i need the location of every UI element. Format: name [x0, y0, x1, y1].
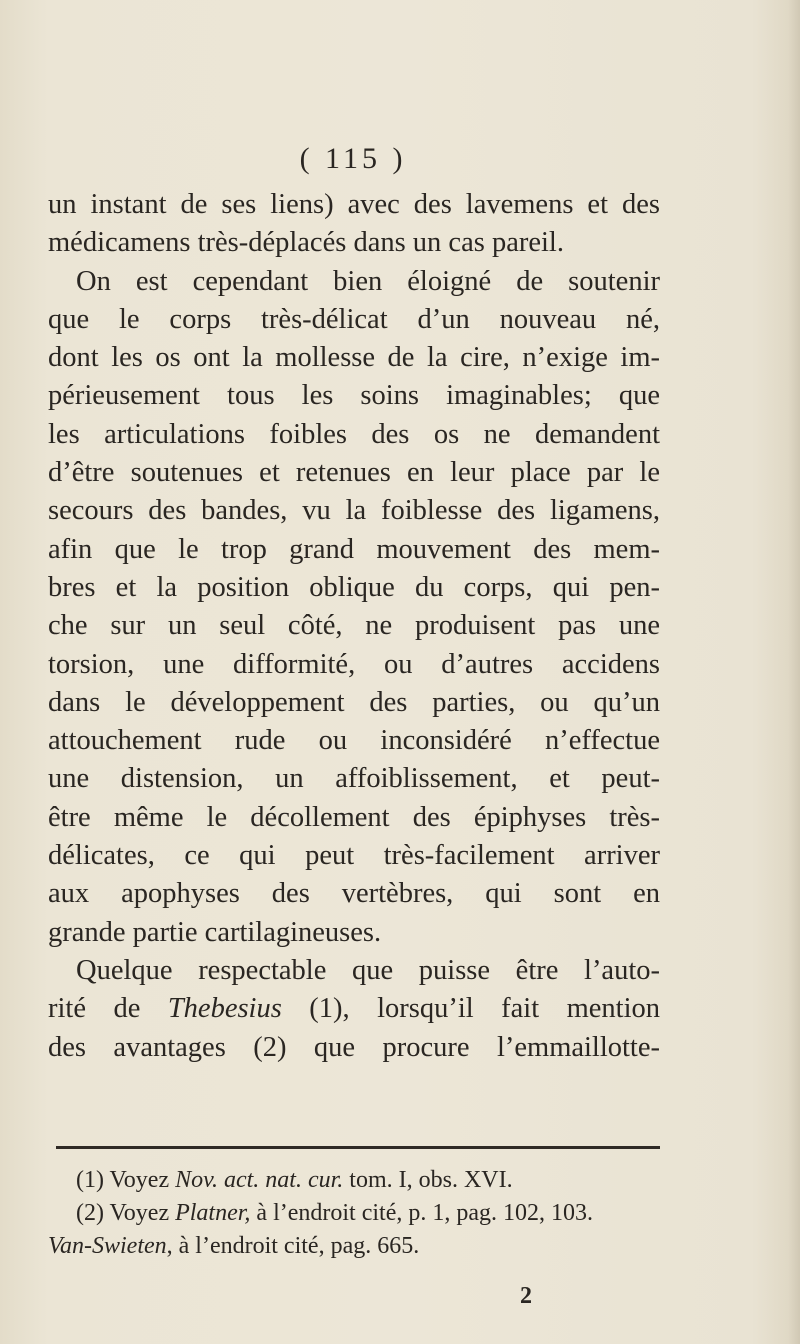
text-line: secours des bandes, vu la foiblesse des ligamens,	[48, 495, 660, 527]
text-fragment: (1), lorsqu’il fait mention	[309, 993, 660, 1025]
footnote-rule	[56, 1146, 660, 1149]
text-line: des avantages (2) que procure l’emmaillotte-	[48, 1031, 660, 1063]
author-name-thebesius: Thebesius	[167, 993, 282, 1025]
page-edge-shadow	[788, 0, 800, 1344]
footnote-author: Platner,	[175, 1200, 251, 1226]
text-line: médicamens très-déplacés dans un cas pareil.	[48, 227, 564, 259]
footnote-mark: (2) Voyez	[76, 1200, 170, 1226]
text-line: être même le décollement des épiphyses très-	[48, 801, 660, 833]
text-line: que le corps très-délicat d’un nouveau né,	[48, 303, 660, 335]
text-line: che sur un seul côté, ne produisent pas une	[48, 610, 660, 642]
footnote-3	[48, 1230, 668, 1263]
text-line: d’être soutenues et retenues en leur place par le	[48, 457, 660, 489]
text-line: aux apophyses des vertèbres, qui sont en	[48, 878, 660, 910]
signature-mark: 2	[520, 1283, 532, 1309]
footnote-text: , à l’endroit cité, pag. 665.	[166, 1233, 420, 1259]
text-line: une distension, un affoiblissement, et peut-	[48, 763, 660, 795]
text-line: afin que le trop grand mouvement des mem-	[48, 533, 660, 565]
text-line-with-author	[48, 990, 660, 1028]
paragraph-start-line: Quelque respectable que puisse être l’auto-	[76, 954, 660, 986]
footnotes	[48, 1164, 668, 1263]
main-text	[48, 186, 660, 1067]
page-number: ( 115 )	[299, 142, 407, 175]
text-line: dont les os ont la mollesse de la cire, n’exige im-	[48, 342, 660, 374]
text-line: délicates, ce qui peut très-facilement arriver	[48, 840, 660, 872]
footnote-author: Van-Swieten	[48, 1233, 167, 1259]
text-line: un instant de ses liens) avec des lavemens et des	[48, 189, 660, 220]
paragraph-start-line: On est cependant bien éloigné de soutenir	[76, 265, 660, 297]
footnote-text: à l’endroit cité, p. 1, pag. 102, 103.	[256, 1200, 594, 1226]
footnote-2	[48, 1197, 668, 1230]
text-line: grande partie cartilagineuses.	[48, 916, 382, 948]
footnote-text: tom. I, obs. XVI.	[349, 1167, 513, 1193]
text-line: attouchement rude ou inconsidéré n’effectue	[48, 725, 660, 757]
text-line: bres et la position oblique du corps, qui pen-	[48, 571, 660, 603]
text-line: périeusement tous les soins imaginables; que	[48, 380, 660, 412]
footnote-work-title: Nov. act. nat. cur.	[175, 1167, 344, 1193]
footnote-mark: (1) Voyez	[76, 1167, 170, 1193]
text-fragment: rité de	[48, 993, 141, 1025]
text-line: torsion, une difformité, ou d’autres accidens	[48, 648, 660, 680]
text-line: les articulations foibles des os ne demandent	[48, 418, 660, 450]
footnote-1	[48, 1164, 668, 1197]
text-line: dans le développement des parties, ou qu’un	[48, 686, 660, 718]
